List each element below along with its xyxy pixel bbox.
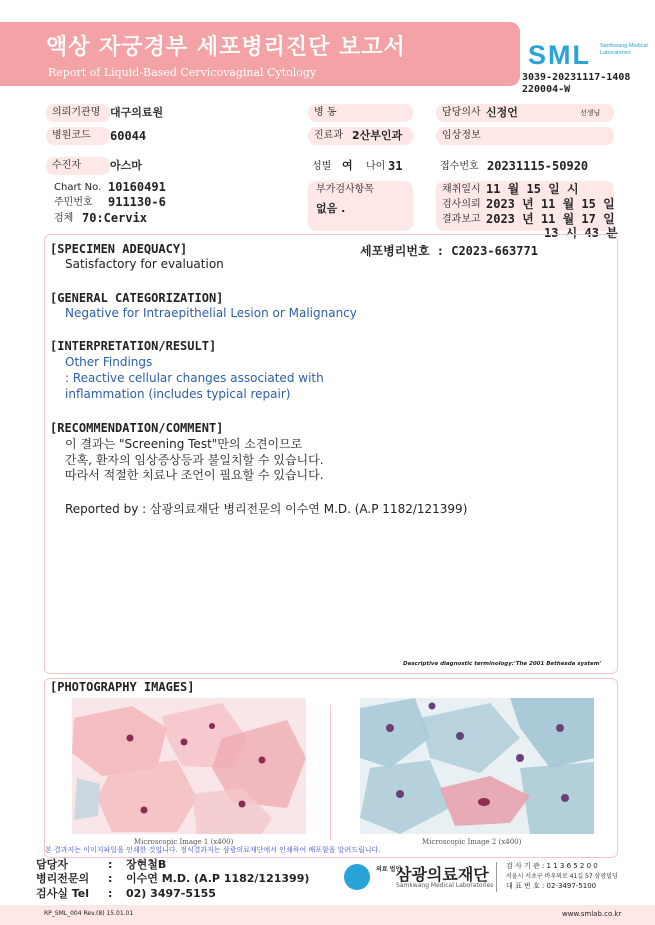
adequacy-title: [SPECIMEN ADEQUACY] <box>50 242 188 256</box>
institution-label: 의뢰기관명 <box>46 104 110 122</box>
resident-no-value: 911130-6 <box>108 195 166 209</box>
adequacy-text: Satisfactory for evaluation <box>65 257 224 271</box>
examinee-label: 수진자 <box>46 157 110 175</box>
sml-logo-subtext: Samkwang Medical Laboratories <box>600 43 648 56</box>
resident-no-label: 주민번호 <box>54 197 93 208</box>
chart-no-value: 10160491 <box>108 180 166 194</box>
doctor-value: 신정언 <box>486 106 518 119</box>
report-title: 액상 자궁경부 세포병리진단 보고서 <box>46 35 406 60</box>
institution-value: 대구의료원 <box>110 106 164 119</box>
microscopic-image-1 <box>72 698 306 834</box>
age-label: 나이 <box>366 161 386 172</box>
lab-registration: 검 사 기 관 : 1 1 3 6 5 2 0 0 <box>506 862 598 870</box>
recommendation-line-1: 이 결과는 "Screening Test"만의 소견이므로 <box>65 437 303 451</box>
pathologist-label: 병리전문의 <box>36 872 90 885</box>
general-text: Negative for Intraepithelial Lesion or Malignancy <box>65 306 357 320</box>
result-time: 13 시 43 분 <box>544 226 618 240</box>
general-title: [GENERAL CATEGORIZATION] <box>50 291 224 305</box>
bethesda-disclaimer: Descriptive diagnostic terminology:'The 2001 Bethesda system' <box>403 661 602 667</box>
cytology-number: 세포병리번호 : C2023-663771 <box>360 244 538 258</box>
form-id: RP_SML_004 Rev.(8) 15.01.01 <box>44 910 134 917</box>
interpretation-line-3: inflammation (includes typical repair) <box>65 387 291 401</box>
ward-label: 병 동 <box>308 104 413 122</box>
collect-label: 채취일시 <box>442 184 481 195</box>
dept-label: 진료과 <box>308 127 413 145</box>
interpretation-title: [INTERPRETATION/RESULT] <box>50 339 217 353</box>
microscopic-image-2-drawing <box>360 698 594 834</box>
lab-tel-label: 검사실 Tel <box>36 887 89 900</box>
receipt-label: 접수번호 <box>440 161 479 172</box>
doctor-suffix: 선생님 <box>580 109 601 117</box>
request-value: 2023 년 11 월 15 일 <box>486 197 615 211</box>
charge-colon: : <box>108 858 113 871</box>
brand-name: 삼광의료재단 <box>396 865 489 884</box>
sex-label: 성별 <box>312 161 332 172</box>
dept-value: 2산부인과 <box>352 129 403 142</box>
pathologist-value: 이수연 M.D. (A.P 1182/121399) <box>126 872 310 885</box>
sex-value: 여 <box>342 159 353 172</box>
request-label: 검사의뢰 <box>442 199 481 210</box>
report-number <box>522 72 630 96</box>
reported-by: Reported by : 삼광의료재단 병리전문의 이수연 M.D. (A.P 1182/121399) <box>65 502 468 516</box>
lab-address: 서울시 서초구 바우뫼로 41길 57 삼광빌딩 <box>506 873 618 880</box>
additional-test-value: 없음 . <box>316 202 346 215</box>
hospital-code-label: 병원코드 <box>46 127 110 145</box>
caption-image-1: Microscopic Image 1 (x400) <box>134 838 234 846</box>
footer-separator <box>496 862 497 892</box>
lab-tel-value: 02) 3497-5155 <box>126 887 216 900</box>
brand-small-text: 의료 법인 <box>376 866 402 873</box>
doctor-label: 담당의사 <box>436 104 614 122</box>
age-value: 31 <box>388 159 403 173</box>
result-value: 2023 년 11 월 17 일 <box>486 212 615 226</box>
representative-tel: 대 표 번 호 : 02-3497-5100 <box>506 882 597 890</box>
report-number-line-1: 3039-20231117-1408 <box>522 72 631 83</box>
hospital-code-value: 60044 <box>110 129 147 143</box>
specimen-label: 검체 <box>54 213 74 224</box>
report-number-line-2: 220004-W <box>522 84 571 95</box>
report-subtitle: Report of Liquid-Based Cervicovaginal Cytology <box>48 66 317 79</box>
sml-logo: SML <box>528 40 591 70</box>
recommendation-line-3: 따라서 적절한 치료나 조언이 필요할 수 있습니다. <box>65 468 324 482</box>
interpretation-line-1: Other Findings <box>65 355 153 369</box>
recommendation-line-2: 간혹, 환자의 임상증상등과 불일치할 수 있습니다. <box>65 453 324 467</box>
examinee-value: 아스마 <box>110 159 142 172</box>
specimen-value: 70:Cervix <box>82 211 148 225</box>
chart-no-label: Chart No. <box>54 182 102 193</box>
brand-name-en: Samkwang Medical Laboratories <box>396 882 494 889</box>
samkwang-logo-icon <box>344 864 370 890</box>
interpretation-line-2: : Reactive cellular changes associated with <box>65 371 324 385</box>
photo-divider <box>330 705 331 840</box>
pathologist-colon: : <box>108 872 113 885</box>
clinical-info-label: 임상정보 <box>436 127 614 145</box>
recommendation-title: [RECOMMENDATION/COMMENT] <box>50 421 224 435</box>
charge-label: 담당자 <box>36 858 68 871</box>
website-link[interactable]: www.smlab.co.kr <box>562 910 622 918</box>
photography-title: [PHOTOGRAPHY IMAGES] <box>50 680 195 694</box>
charge-value: 장현철B <box>126 858 167 871</box>
result-label: 결과보고 <box>442 214 481 225</box>
caption-image-2: Microscopic Image 2 (x400) <box>422 838 522 846</box>
print-notice: 본 결과지는 이미지파일을 인쇄한 것입니다. 정식결과지는 삼광의료재단에서 인쇄하여 배포함을 알려드립니다. <box>45 846 381 854</box>
additional-test-label: 부가검사항목 <box>316 184 374 195</box>
lab-tel-colon: : <box>108 887 113 900</box>
receipt-value: 20231115-50920 <box>487 159 589 173</box>
collect-value: 11 월 15 일 시 <box>486 182 579 196</box>
microscopic-image-2 <box>360 698 594 834</box>
microscopic-image-1-drawing <box>72 698 306 834</box>
